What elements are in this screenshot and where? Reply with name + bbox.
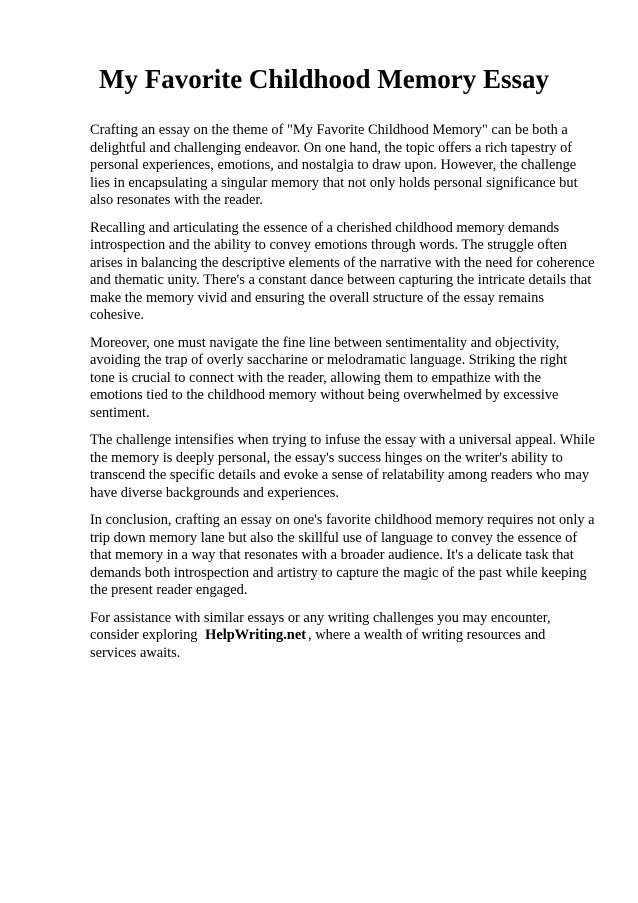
closing-text-before: For assistance with similar essays or any writing challenges you may encounter, consider exploring [90,609,551,643]
closing-text-after: , where a wealth of writing resources and services awaits. [90,627,546,661]
paragraph-3: Moreover, one must navigate the fine line between sentimentality and objectivity, avoiding the trap of overly saccharine or melodramatic language. Striking the right tone is crucial to connect with the reader, allowing them to empathize with the emotions tied to the childhood memory without being overwhelmed by excessive sentiment. [90,334,568,421]
helpwriting-link[interactable]: HelpWriting.net [205,627,306,643]
paragraph-5: In conclusion, crafting an essay on one's favorite childhood memory requires not only a trip down memory lane but also the skillful use of language to convey the essence of that memory in a way that resonates with a broader audience. It's a delicate task that demands both introspection and artistry to capture the magic of the past while keeping the present reader engaged. [90,512,595,598]
closing-paragraph [90,610,595,663]
paragraph-2: Recalling and articulating the essence of a cherished childhood memory demands introspection and the ability to convey emotions through words. The struggle often arises in balancing the descriptive elements of the narrative with the need for coherence and thematic unity. There's a constant dance between capturing the intricate details that make the memory vivid and ensuring the overall structure of the essay remains cohesive. [90,219,595,323]
document-title: My Favorite Childhood Memory Essay [99,64,549,94]
paragraph-4: The challenge intensifies when trying to infuse the essay with a universal appeal. While the memory is deeply personal, the essay's success hinges on the writer's ability to transcend the specific details and evoke a sense of relatability among readers who may have diverse backgrounds and experiences. [90,432,595,501]
paragraph-1: Crafting an essay on the theme of "My Favorite Childhood Memory" can be both a delightful and challenging endeavor. On one hand, the topic offers a rich tapestry of personal experiences, emotions, and nostalgia to draw upon. However, the challenge lies in encapsulating a singular memory that not only holds personal significance but also resonates with the reader. [90,122,578,208]
